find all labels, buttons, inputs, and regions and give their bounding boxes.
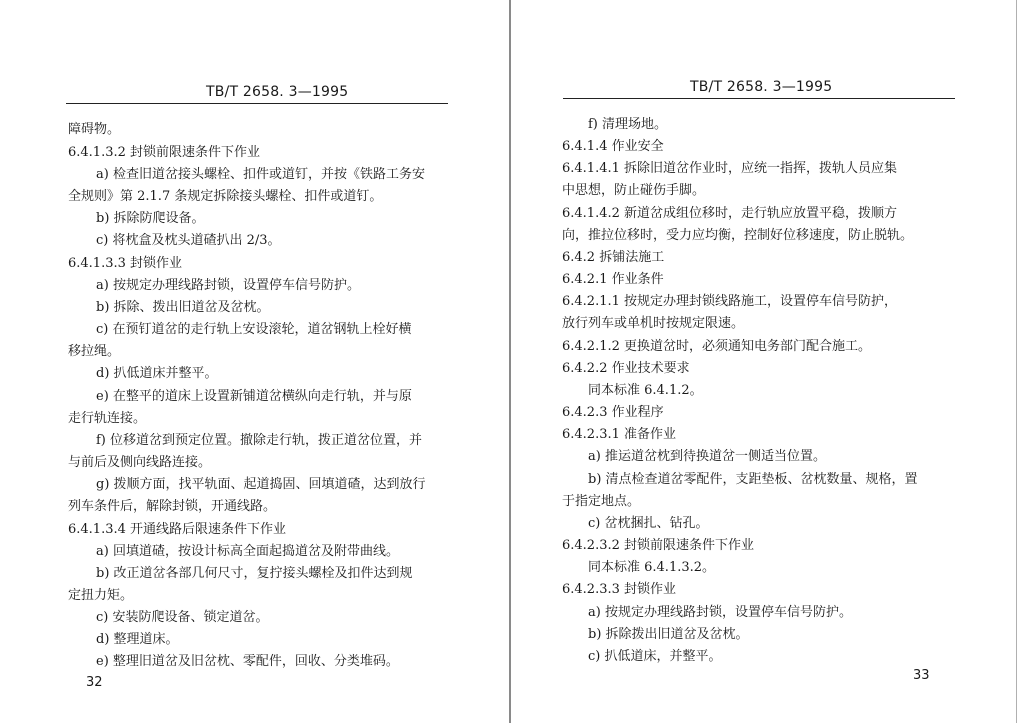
list-item: d) 整理道床。 [96, 632, 179, 647]
list-item: b) 拆除拨出旧道岔及岔枕。 [588, 627, 749, 642]
left-page-header: TB/T 2658. 3—1995 [206, 84, 349, 100]
page-number: 33 [913, 668, 930, 683]
text-line: 全规则》第 2.1.7 条规定拆除接头螺栓、扣件或道钉。 [68, 189, 383, 204]
list-item: e) 整理旧道岔及旧岔枕、零配件，回收、分类堆码。 [96, 654, 399, 669]
section-heading: 6.4.1.4 作业安全 [562, 139, 664, 154]
list-item: c) 岔枕捆扎、钻孔。 [588, 516, 709, 531]
left-page [0, 0, 510, 723]
text-line: 于指定地点。 [562, 494, 641, 509]
list-item: e) 在整平的道床上设置新铺道岔横纵向走行轨，并与原 [96, 389, 412, 404]
page-number: 32 [86, 675, 103, 690]
list-item: d) 扒低道床并整平。 [96, 366, 218, 381]
text-line: 向，推拉位移时，受力应均衡，控制好位移速度，防止脱轨。 [562, 228, 914, 243]
text-line: 6.4.1.4.2 新道岔成组位移时，走行轨应放置平稳，拨顺方 [562, 206, 898, 221]
list-item: a) 按规定办理线路封锁，设置停车信号防护。 [588, 605, 852, 620]
section-heading: 6.4.2.3 作业程序 [562, 405, 664, 420]
list-item: b) 改正道岔各部几何尺寸，复拧接头螺栓及扣件达到规 [96, 566, 413, 581]
text-line: 放行列车或单机时按规定限速。 [562, 316, 745, 331]
section-heading: 6.4.1.3.2 封锁前限速条件下作业 [68, 145, 261, 160]
section-heading: 6.4.2.3.3 封锁作业 [562, 582, 677, 597]
list-item: b) 清点检查道岔零配件，支距垫板、岔枕数量、规格，置 [588, 472, 918, 487]
list-item: c) 安装防爬设备、锁定道岔。 [96, 610, 269, 625]
section-heading: 6.4.2.2 作业技术要求 [562, 361, 690, 376]
list-item: f) 清理场地。 [588, 117, 668, 132]
list-item: c) 将枕盒及枕头道碴扒出 2/3。 [96, 233, 281, 248]
section-heading: 6.4.2.1 作业条件 [562, 272, 664, 287]
text-line: 同本标准 6.4.1.3.2。 [588, 560, 716, 575]
right-page [513, 0, 1024, 723]
section-heading: 6.4.1.3.4 开通线路后限速条件下作业 [68, 522, 287, 537]
list-item: a) 按规定办理线路封锁，设置停车信号防护。 [96, 278, 360, 293]
list-item: a) 检查旧道岔接头螺栓、扣件或道钉，并按《铁路工务安 [96, 167, 425, 182]
list-item: g) 拨顺方面，找平轨面、起道捣固、回填道碴，达到放行 [96, 477, 426, 492]
text-line: 走行轨连接。 [68, 411, 147, 426]
section-heading: 6.4.2.3.2 封锁前限速条件下作业 [562, 538, 755, 553]
text-line: 移拉绳。 [68, 344, 121, 359]
list-item: a) 回填道碴，按设计标高全面起捣道岔及附带曲线。 [96, 544, 399, 559]
list-item: a) 推运道岔枕到待换道岔一侧适当位置。 [588, 449, 826, 464]
list-item: c) 扒低道床，并整平。 [588, 649, 722, 664]
text-line: 中思想，防止碰伤手脚。 [562, 183, 706, 198]
left-header-rule [66, 103, 448, 104]
text-line: 障碍物。 [68, 122, 121, 137]
text-line: 同本标准 6.4.1.2。 [588, 383, 703, 398]
text-line: 6.4.2.1.1 按规定办理封锁线路施工，设置停车信号防护， [562, 294, 898, 309]
right-header-rule [563, 98, 955, 99]
right-page-header: TB/T 2658. 3—1995 [690, 79, 833, 95]
text-line: 6.4.2.1.2 更换道岔时，必须通知电务部门配合施工。 [562, 339, 872, 354]
list-item: f) 位移道岔到预定位置。撤除走行轨，拨正道岔位置，并 [96, 433, 423, 448]
text-line: 定扭力矩。 [68, 588, 134, 603]
section-heading: 6.4.2.3.1 准备作业 [562, 427, 677, 442]
list-item: c) 在预钉道岔的走行轨上安设滚轮，道岔钢轨上栓好横 [96, 322, 412, 337]
section-heading: 6.4.1.3.3 封锁作业 [68, 256, 183, 271]
list-item: b) 拆除防爬设备。 [96, 211, 205, 226]
section-heading: 6.4.2 拆铺法施工 [562, 250, 665, 265]
text-line: 列车条件后，解除封锁，开通线路。 [68, 499, 277, 514]
list-item: b) 拆除、拨出旧道岔及岔枕。 [96, 300, 270, 315]
text-line: 6.4.1.4.1 拆除旧道岔作业时，应统一指挥，拨轨人员应集 [562, 161, 898, 176]
text-line: 与前后及侧向线路连接。 [68, 455, 212, 470]
